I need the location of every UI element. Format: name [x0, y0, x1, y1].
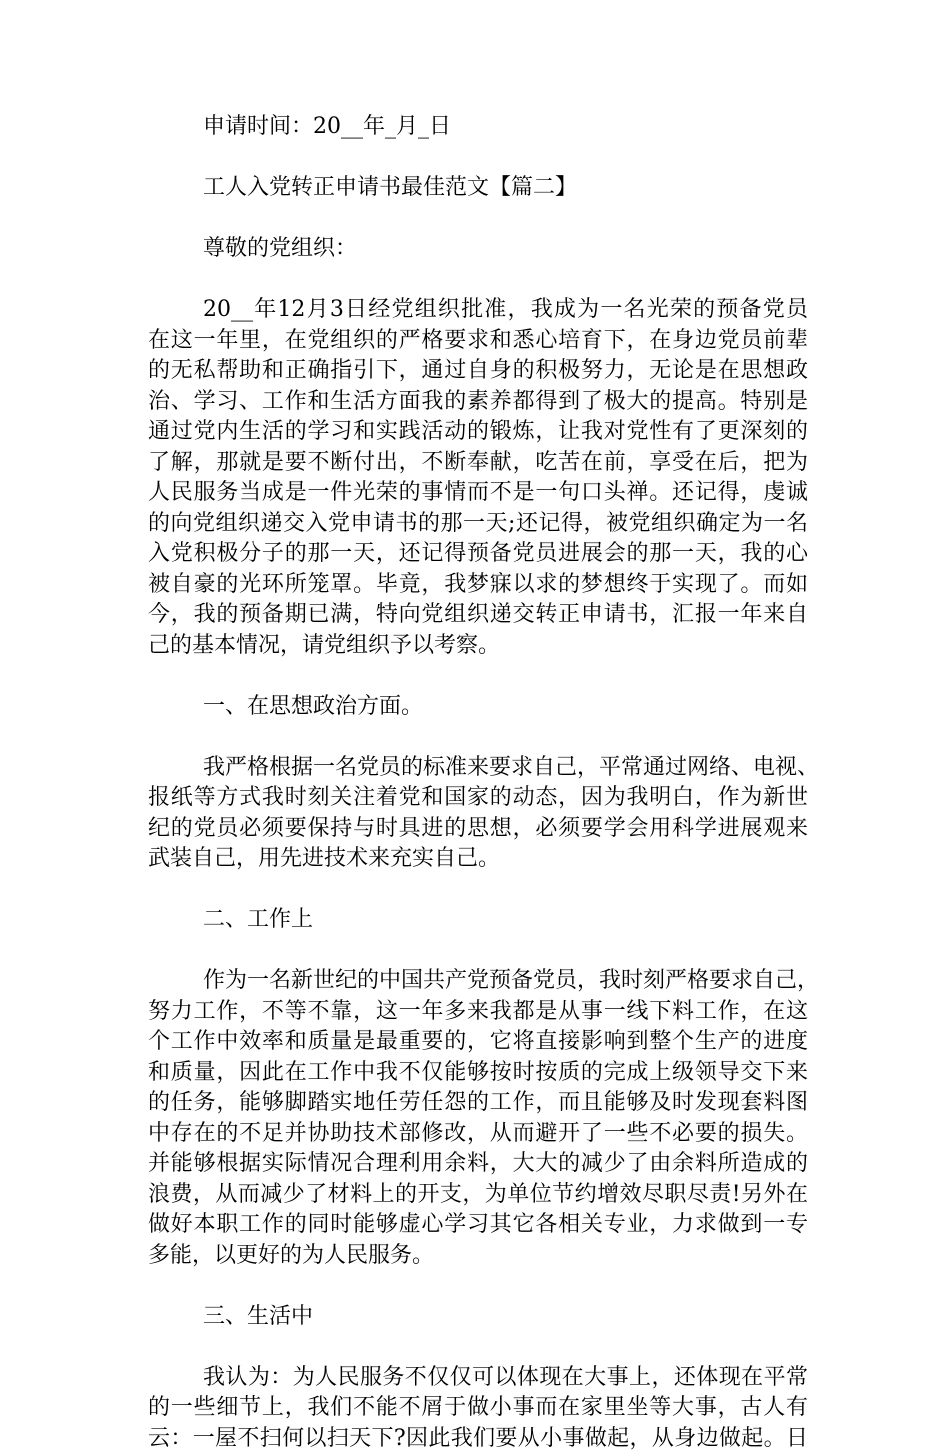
- text-line: 个工作中效率和质量是最重要的，它将直接影响到整个生产的进度: [148, 1027, 808, 1058]
- text-line: 浪费，从而减少了材料上的开支，为单位节约增效尽职尽责!另外在: [148, 1180, 808, 1211]
- date-line: 申请时间：20__年_月_日: [148, 112, 808, 143]
- text-line: 入党积极分子的那一天，还记得预备党员进展会的那一天，我的心: [148, 539, 808, 570]
- section-heading-3: 三、生活中: [148, 1302, 808, 1333]
- text-line: 人民服务当成是一件光荣的事情而不是一句口头禅。还记得，虔诚: [148, 478, 808, 509]
- text-line: 作为一名新世纪的中国共产党预备党员，我时刻严格要求自己，: [148, 966, 808, 997]
- paragraph-1: [148, 295, 808, 661]
- section-heading-2: 二、工作上: [148, 905, 808, 936]
- text-line: 中存在的不足并协助技术部修改，从而避开了一些不必要的损失。: [148, 1119, 808, 1150]
- text-line: 的一些细节上，我们不能不屑于做小事而在家里坐等大事，古人有: [148, 1393, 808, 1424]
- text-line: 己的基本情况，请党组织予以考察。: [148, 631, 808, 662]
- text-line: 通过党内生活的学习和实践活动的锻炼，让我对党性有了更深刻的: [148, 417, 808, 448]
- text-line: 我严格根据一名党员的标准来要求自己，平常通过网络、电视、: [148, 753, 808, 784]
- text-line: 20__年12月3日经党组织批准，我成为一名光荣的预备党员: [148, 295, 808, 326]
- salutation: 尊敬的党组织：: [148, 234, 808, 265]
- text-line: 云：一屋不扫何以扫天下?因此我们要从小事做起，从身边做起。日: [148, 1424, 808, 1454]
- text-line: 治、学习、工作和生活方面我的素养都得到了极大的提高。特别是: [148, 387, 808, 418]
- text-line: 我认为：为人民服务不仅仅可以体现在大事上，还体现在平常: [148, 1363, 808, 1394]
- text-line: 被自豪的光环所笼罩。毕竟，我梦寐以求的梦想终于实现了。而如: [148, 570, 808, 601]
- paragraph-4: [148, 1363, 808, 1454]
- text-line: 努力工作，不等不靠，这一年多来我都是从事一线下料工作，在这: [148, 997, 808, 1028]
- text-line: 在这一年里，在党组织的严格要求和悉心培育下，在身边党员前辈: [148, 326, 808, 357]
- text-line: 武装自己，用先进技术来充实自己。: [148, 844, 808, 875]
- text-line: 今，我的预备期已满，特向党组织递交转正申请书，汇报一年来自: [148, 600, 808, 631]
- text-line: 做好本职工作的同时能够虚心学习其它各相关专业，力求做到一专: [148, 1210, 808, 1241]
- text-line: 了解，那就是要不断付出，不断奉献，吃苦在前，享受在后，把为: [148, 448, 808, 479]
- text-line: 的任务，能够脚踏实地任劳任怨的工作，而且能够及时发现套料图: [148, 1088, 808, 1119]
- paragraph-2: [148, 753, 808, 875]
- text-line: 的向党组织递交入党申请书的那一天;还记得，被党组织确定为一名: [148, 509, 808, 540]
- section-heading-1: 一、在思想政治方面。: [148, 692, 808, 723]
- text-line: 纪的党员必须要保持与时具进的思想，必须要学会用科学进展观来: [148, 814, 808, 845]
- text-line: 报纸等方式我时刻关注着党和国家的动态，因为我明白，作为新世: [148, 783, 808, 814]
- text-line: 并能够根据实际情况合理利用余料，大大的减少了由余料所造成的: [148, 1149, 808, 1180]
- document-title: 工人入党转正申请书最佳范文【篇二】: [148, 173, 808, 204]
- text-line: 多能，以更好的为人民服务。: [148, 1241, 808, 1272]
- text-line: 的无私帮助和正确指引下，通过自身的积极努力，无论是在思想政: [148, 356, 808, 387]
- text-line: 和质量，因此在工作中我不仅能够按时按质的完成上级领导交下来: [148, 1058, 808, 1089]
- paragraph-3: [148, 966, 808, 1271]
- document-body: [148, 112, 808, 1454]
